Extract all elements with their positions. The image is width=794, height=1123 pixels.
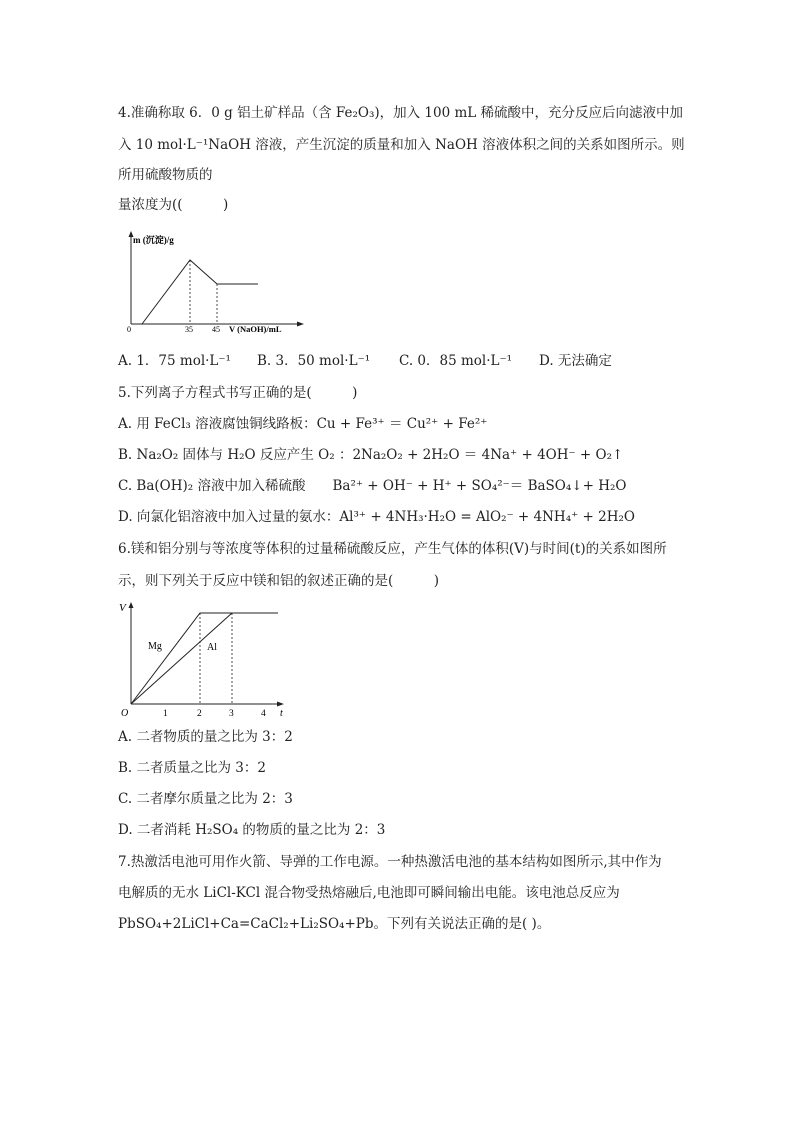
q7-line3: PbSO₄+2LiCl+Ca=CaCl₂+Li₂SO₄+Pb。下列有关说法正确的是( )。 xyxy=(118,916,551,932)
q6-graph-origin: O xyxy=(121,708,129,719)
q4-option-a: A. 1．75 mol·L⁻¹ xyxy=(118,353,231,369)
q6-graph-label-mg: Mg xyxy=(148,641,162,652)
q6-graph xyxy=(118,596,298,722)
q4-graph-ylabel: m (沉淀)/g xyxy=(133,235,174,245)
q4-graph xyxy=(118,228,318,338)
q6-graph-label-al: Al xyxy=(207,642,217,653)
q4-line3: 所用硫酸物质的 xyxy=(118,167,213,183)
q4-graph-tick-35: 35 xyxy=(185,325,193,334)
q6-option-b: B. 二者质量之比为 3：2 xyxy=(118,760,266,776)
q4-graph-tick-45: 45 xyxy=(212,325,220,334)
q6-graph-tick-4: 4 xyxy=(261,709,266,719)
q6-option-c: C. 二者摩尔质量之比为 2：3 xyxy=(118,791,293,807)
q5-option-c: C. Ba(OH)₂ 溶液中加入稀硫酸 Ba²⁺ + OH⁻ + H⁺ + SO₄²⁻＝ BaSO₄↓+ H₂O xyxy=(118,478,627,494)
q6-option-d: D. 二者消耗 H₂SO₄ 的物质的量之比为 2：3 xyxy=(118,822,386,838)
q6-graph-tick-3: 3 xyxy=(229,709,234,719)
q6-line1: 6.镁和铝分别与等浓度等体积的过量稀硫酸反应，产生气体的体积(V)与时间(t)的关系如图所 xyxy=(118,541,667,557)
q6-option-a: A. 二者物质的量之比为 3：2 xyxy=(118,729,293,745)
q7-line2: 电解质的无水 LiCl-KCl 混合物受热熔融后,电池即可瞬间输出电能。该电池总反应为 xyxy=(118,885,620,901)
q4-option-c: C. 0．85 mol·L⁻¹ xyxy=(399,353,513,369)
q7-line1: 7.热激活电池可用作火箭、导弹的工作电源。一种热激活电池的基本结构如图所示,其中作为 xyxy=(118,854,662,870)
q6-line2: 示，则下列关于反应中镁和铝的叙述正确的是( ) xyxy=(118,573,440,589)
q4-line2: 入 10 mol·L⁻¹NaOH 溶液，产生沉淀的质量和加入 NaOH 溶液体积之间的关系如图所示。则 xyxy=(118,137,685,153)
q5-option-a: A. 用 FeCl₃ 溶液腐蚀铜线路板：Cu + Fe³⁺ ＝ Cu²⁺ + Fe²⁺ xyxy=(118,416,488,432)
q5-option-d: D. 向氯化铝溶液中加入过量的氨水：Al³⁺ + 4NH₃·H₂O = AlO₂⁻ + 4NH₄⁺ + 2H₂O xyxy=(118,509,635,525)
q6-graph-x-axis: t xyxy=(280,708,283,719)
q4-option-b: B. 3．50 mol·L⁻¹ xyxy=(257,353,371,369)
q4-graph-origin: 0 xyxy=(127,325,131,334)
q4-graph-xlabel: V (NaOH)/mL xyxy=(229,324,282,334)
q5-stem: 5.下列离子方程式书写正确的是( ) xyxy=(118,385,358,401)
q4-line4: 量浓度为(( ) xyxy=(118,197,229,213)
q5-option-b: B. Na₂O₂ 固体与 H₂O 反应产生 O₂ ：2Na₂O₂ + 2H₂O ＝ 4Na⁺ + 4OH⁻ + O₂↑ xyxy=(118,447,624,463)
q6-graph-tick-1: 1 xyxy=(163,709,168,719)
q6-graph-y-axis: V xyxy=(119,602,126,614)
q6-graph-tick-2: 2 xyxy=(197,709,202,719)
q4-option-d: D. 无法确定 xyxy=(539,353,612,369)
q4-line1: 4.准确称取 6．0 g 铝土矿样品（含 Fe₂O₃)，加入 100 mL 稀硫酸中，充分反应后向滤液中加 xyxy=(118,105,684,121)
